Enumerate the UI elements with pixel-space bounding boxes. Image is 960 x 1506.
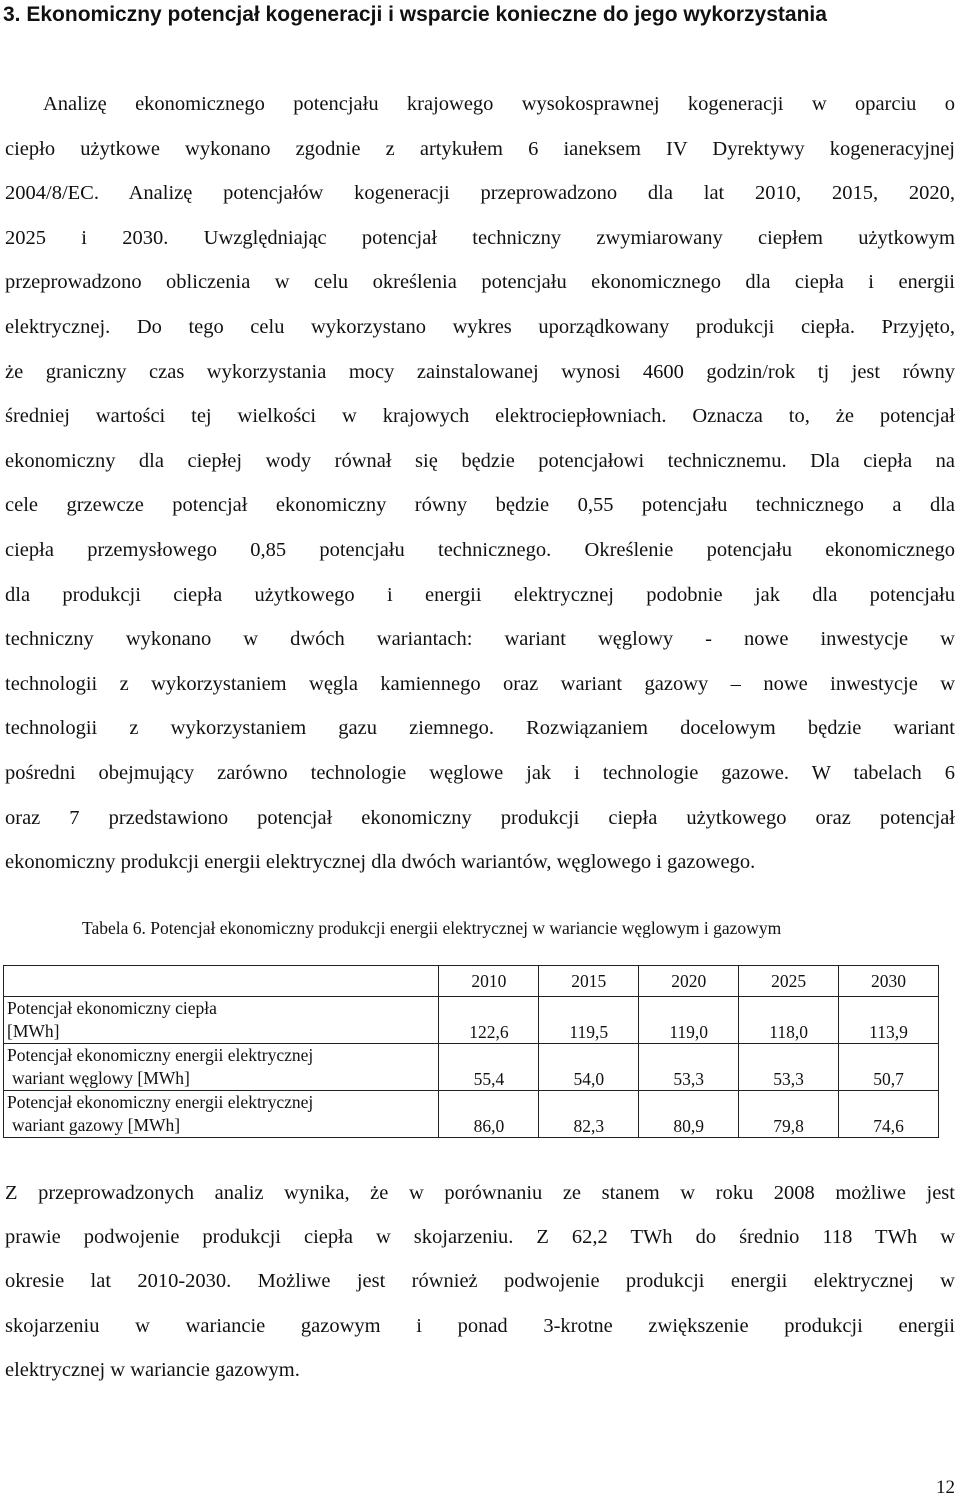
paragraph-line: techniczny wykonano w dwóch wariantach: wariant węglowy - nowe inwestycje w xyxy=(5,628,955,651)
row-label-line: Potencjał ekonomiczny ciepła xyxy=(7,998,217,1018)
paragraph-line: ekonomiczny dla ciepłej wody równał się będzie potencjałowi technicznemu. Dla ciepła na xyxy=(5,449,955,472)
year-header: 2030 xyxy=(839,966,939,997)
page-number: 12 xyxy=(936,1477,955,1498)
table-row xyxy=(4,1091,939,1138)
paragraph-line: dla produkcji ciepła użytkowego i energii elektrycznej podobnie jak dla potencjału xyxy=(5,583,955,606)
table-cell: 54,0 xyxy=(539,1044,639,1091)
paragraph-line: średniej wartości tej wielkości w krajowych elektrociepłowniach. Oznacza to, że potencjał xyxy=(5,405,955,428)
row-label-line: Potencjał ekonomiczny energii elektrycznej xyxy=(7,1045,314,1065)
paragraph-line: technologii z wykorzystaniem węgla kamiennego oraz wariant gazowy – nowe inwestycje w xyxy=(5,672,955,695)
year-header: 2025 xyxy=(739,966,839,997)
section-heading: 3. Ekonomiczny potencjał kogeneracji i wsparcie konieczne do jego wykorzystania xyxy=(3,3,827,26)
table-cell: 79,8 xyxy=(739,1091,839,1138)
paragraph-conclusion xyxy=(5,1171,955,1392)
table-cell: 113,9 xyxy=(839,997,939,1044)
paragraph-line: Analizę ekonomicznego potencjału krajowego wysokosprawnej kogeneracji w oparciu o xyxy=(43,93,955,115)
table-cell: 53,3 xyxy=(639,1044,739,1091)
year-header: 2020 xyxy=(639,966,739,997)
table-caption: Tabela 6. Potencjał ekonomiczny produkcji energii elektrycznej w wariancie węglowym i gazowym xyxy=(82,918,782,938)
row-label-line: wariant węglowy [MWh] xyxy=(12,1068,190,1088)
paragraph-line: oraz 7 przedstawiono potencjał ekonomiczny produkcji ciepła użytkowego oraz potencjał xyxy=(5,806,955,829)
row-label-line: wariant gazowy [MWh] xyxy=(12,1115,181,1135)
paragraph-line: okresie lat 2010-2030. Możliwe jest również podwojenie produkcji energii elektrycznej w xyxy=(5,1270,955,1293)
table-cell: 50,7 xyxy=(839,1044,939,1091)
table-cell: 74,6 xyxy=(839,1091,939,1138)
table-cell: 80,9 xyxy=(639,1091,739,1138)
table-corner-cell xyxy=(4,966,439,997)
paragraph-line: 2025 i 2030. Uwzględniając potencjał techniczny zwymiarowany ciepłem użytkowym xyxy=(5,226,955,249)
paragraph-line: cele grzewcze potencjał ekonomiczny równy będzie 0,55 potencjału technicznego a dla xyxy=(5,494,955,517)
paragraph-line: ekonomiczny produkcji energii elektrycznej dla dwóch wariantów, węglowego i gazowego. xyxy=(5,851,756,874)
table-cell: 119,0 xyxy=(639,997,739,1044)
paragraph-line: pośredni obejmujący zarówno technologie węglowe jak i technologie gazowe. W tabelach 6 xyxy=(5,761,955,784)
row-label xyxy=(4,997,439,1044)
paragraph-line: skojarzeniu w wariancie gazowym i ponad 3-krotne zwiększenie produkcji energii xyxy=(5,1314,955,1337)
potential-table xyxy=(3,965,939,1138)
table-cell: 53,3 xyxy=(739,1044,839,1091)
paragraph-line: elektrycznej. Do tego celu wykorzystano wykres uporządkowany produkcji ciepła. Przyjęto, xyxy=(5,315,955,338)
paragraph-line: prawie podwojenie produkcji ciepła w skojarzeniu. Z 62,2 TWh do średnio 118 TWh w xyxy=(5,1226,955,1249)
paragraph-line: ciepła przemysłowego 0,85 potencjału technicznego. Określenie potencjału ekonomicznego xyxy=(5,538,955,561)
paragraph-line: elektrycznej w wariancie gazowym. xyxy=(5,1358,300,1381)
table-row xyxy=(4,1044,939,1091)
table-cell: 86,0 xyxy=(439,1091,539,1138)
table-cell: 118,0 xyxy=(739,997,839,1044)
paragraph-line: Z przeprowadzonych analiz wynika, że w porównaniu ze stanem w roku 2008 możliwe jest xyxy=(5,1182,955,1204)
paragraph-line: technologii z wykorzystaniem gazu ziemnego. Rozwiązaniem docelowym będzie wariant xyxy=(5,717,955,740)
table-cell: 55,4 xyxy=(439,1044,539,1091)
table-cell: 119,5 xyxy=(539,997,639,1044)
paragraph-line: ciepło użytkowe wykonano zgodnie z artykułem 6 ianeksem IV Dyrektywy kogeneracyjnej xyxy=(5,137,955,160)
table-cell: 82,3 xyxy=(539,1091,639,1138)
row-label xyxy=(4,1044,439,1091)
year-header: 2015 xyxy=(539,966,639,997)
table-header-row xyxy=(4,966,939,997)
row-label-line: [MWh] xyxy=(7,1021,60,1041)
row-label-line: Potencjał ekonomiczny energii elektrycznej xyxy=(7,1092,314,1112)
paragraph-line: przeprowadzono obliczenia w celu określenia potencjału ekonomicznego dla ciepła i energii xyxy=(5,271,955,294)
paragraph-analysis xyxy=(5,82,955,885)
paragraph-line: 2004/8/EC. Analizę potencjałów kogeneracji przeprowadzono dla lat 2010, 2015, 2020, xyxy=(5,182,955,205)
table-cell: 122,6 xyxy=(439,997,539,1044)
row-label xyxy=(4,1091,439,1138)
table-row xyxy=(4,997,939,1044)
paragraph-line: że graniczny czas wykorzystania mocy zainstalowanej wynosi 4600 godzin/rok tj jest równy xyxy=(5,360,955,383)
year-header: 2010 xyxy=(439,966,539,997)
